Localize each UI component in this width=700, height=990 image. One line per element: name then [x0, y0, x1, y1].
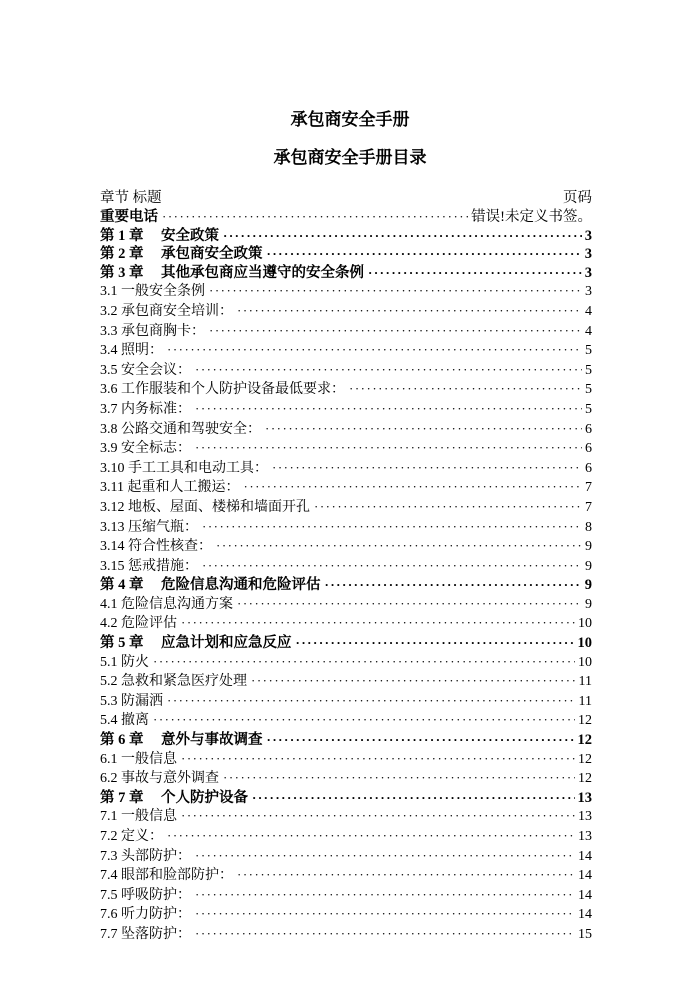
toc-entry-title: 7.2 定义： — [100, 829, 163, 844]
dot-leader — [296, 634, 575, 653]
dot-leader — [223, 227, 582, 246]
dot-leader — [195, 439, 582, 459]
toc-entry-title: 3.3 承包商胸卡： — [100, 323, 205, 339]
toc-entry-title: 5.2 急救和紧急医疗处理 — [100, 674, 247, 690]
toc-entry[interactable] — [100, 925, 592, 945]
toc-entry-page-number: 5 — [585, 401, 592, 417]
toc-entry[interactable] — [100, 672, 592, 692]
toc-entry[interactable] — [100, 245, 592, 264]
toc-entry-title: 其他承包商应当遵守的安全条例 — [161, 264, 364, 281]
toc-entry-page-number: 3 — [585, 284, 592, 300]
toc-entry-page-number: 6 — [585, 460, 592, 476]
toc-entry[interactable] — [100, 807, 592, 827]
toc-entry-page-number: 9 — [584, 577, 592, 594]
toc-entry[interactable] — [100, 498, 592, 518]
toc-entry-page-number: 5 — [585, 382, 592, 398]
toc-entry[interactable] — [100, 905, 592, 925]
toc-entry[interactable] — [100, 866, 592, 886]
toc-entry[interactable] — [100, 478, 592, 498]
toc-entry-page-number: 13 — [578, 829, 592, 844]
toc-entry-title: 7.6 听力防护： — [100, 907, 191, 923]
dot-leader — [216, 537, 582, 557]
dot-leader — [195, 361, 582, 381]
dot-leader — [237, 595, 582, 615]
toc-entry[interactable] — [100, 208, 592, 227]
toc-entry-page-number: 错误!未定义书签。 — [471, 209, 592, 225]
toc-entry-title: 3.2 承包商安全培训： — [100, 303, 233, 319]
toc-entry-page-number: 11 — [578, 693, 592, 709]
toc-entry[interactable] — [100, 634, 592, 653]
toc-entry-title: 3.10 手工工具和电动工具： — [100, 460, 268, 476]
toc-entry-title: 3.6 工作服装和个人防护设备最低要求： — [100, 382, 345, 398]
toc-entry[interactable] — [100, 576, 592, 595]
toc-entry-page-number: 3 — [584, 227, 592, 244]
toc-entry-title: 6.1 一般信息 — [100, 751, 177, 767]
dot-leader — [368, 264, 582, 283]
toc-entry-title: 重要电话 — [100, 209, 158, 225]
toc-entry-page-number: 14 — [578, 868, 592, 884]
toc-entry-page-number: 5 — [585, 362, 592, 378]
toc-entry-page-number: 6 — [585, 421, 592, 437]
toc-entry-title: 3.12 地板、屋面、楼梯和墙面开孔 — [100, 499, 310, 515]
dot-leader — [195, 400, 582, 420]
toc-entry-title: 应急计划和应急反应 — [161, 635, 292, 652]
dot-leader — [167, 692, 576, 712]
toc-header-page-label: 页码 — [563, 190, 592, 206]
toc-entry-chapter-number: 第 7 章 — [100, 789, 144, 806]
toc-entry-title: 6.2 事故与意外调查 — [100, 771, 219, 787]
toc-entry-title: 危险信息沟通和危险评估 — [161, 577, 321, 594]
toc-entry[interactable] — [100, 380, 592, 400]
toc-entry-title: 3.4 照明： — [100, 343, 163, 359]
dot-leader — [181, 614, 575, 634]
toc-header-chapter-title-label: 章节 标题 — [100, 190, 162, 206]
toc-entry-title: 3.15 惩戒措施： — [100, 558, 198, 574]
dot-leader — [167, 341, 582, 361]
toc-entry-page-number: 14 — [578, 887, 592, 903]
dot-leader — [237, 866, 575, 886]
toc-entry-title: 7.3 头部防护： — [100, 848, 191, 864]
toc-entry[interactable] — [100, 750, 592, 770]
toc-title: 承包商安全手册目录 — [273, 148, 427, 167]
document-title: 承包商安全手册 — [290, 110, 410, 129]
toc-entry[interactable] — [100, 400, 592, 420]
toc-entry[interactable] — [100, 692, 592, 712]
toc-entry[interactable] — [100, 264, 592, 283]
toc-entry[interactable] — [100, 847, 592, 867]
toc-entry-page-number: 15 — [578, 926, 592, 942]
toc-entry-chapter-number: 第 5 章 — [100, 635, 144, 652]
toc-entry[interactable] — [100, 518, 592, 538]
dot-leader — [267, 731, 575, 750]
toc-entry[interactable] — [100, 302, 592, 322]
dot-leader — [181, 750, 575, 770]
dot-leader — [209, 322, 582, 342]
toc-entry-title: 7.1 一般信息 — [100, 809, 177, 825]
dot-leader — [162, 208, 468, 227]
toc-entry[interactable] — [100, 731, 592, 750]
toc-header-row — [100, 189, 592, 208]
toc-entry-title: 4.2 危险评估 — [100, 616, 177, 632]
toc-entry-title: 承包商安全政策 — [161, 246, 263, 263]
toc-entry-title: 3.5 安全会议： — [100, 362, 191, 378]
dot-leader — [251, 672, 576, 692]
toc-entry[interactable] — [100, 459, 592, 479]
toc-entry-page-number: 12 — [577, 732, 592, 749]
toc-entry-page-number: 6 — [585, 441, 592, 457]
toc-entry-page-number: 12 — [578, 713, 592, 729]
dot-leader — [243, 478, 582, 498]
toc-entry[interactable] — [100, 595, 592, 615]
dot-leader — [209, 282, 582, 302]
dot-leader — [167, 827, 575, 847]
toc-entry-title: 3.11 起重和人工搬运： — [100, 480, 240, 496]
toc-entry-page-number: 10 — [577, 635, 592, 652]
toc-entry-title: 5.1 防火 — [100, 654, 149, 670]
dot-leader — [202, 557, 582, 577]
toc-entry-page-number: 10 — [578, 654, 592, 670]
dot-leader — [265, 420, 582, 440]
toc-entry[interactable] — [100, 282, 592, 302]
dot-leader — [223, 769, 575, 789]
toc-entry-page-number: 13 — [578, 809, 592, 825]
toc-entry[interactable] — [100, 322, 592, 342]
toc-entry-page-number: 10 — [578, 616, 592, 632]
toc-entry-title: 5.4 撤离 — [100, 713, 149, 729]
toc-entry-page-number: 13 — [577, 789, 592, 806]
dot-leader — [202, 518, 582, 538]
toc-entry[interactable] — [100, 227, 592, 246]
dot-leader — [195, 925, 575, 945]
toc-entry[interactable] — [100, 557, 592, 577]
toc-entries — [100, 208, 592, 945]
toc-entry-page-number: 7 — [585, 499, 592, 515]
table-of-contents — [100, 189, 592, 945]
toc-entry[interactable] — [100, 769, 592, 789]
dot-leader — [325, 576, 582, 595]
toc-entry[interactable] — [100, 789, 592, 808]
dot-leader — [195, 847, 575, 867]
toc-entry-page-number: 9 — [585, 539, 592, 555]
toc-entry[interactable] — [100, 341, 592, 361]
dot-leader — [153, 711, 575, 731]
toc-entry-page-number: 12 — [578, 751, 592, 767]
dot-leader — [195, 905, 575, 925]
toc-entry[interactable] — [100, 711, 592, 731]
toc-entry-page-number: 12 — [578, 771, 592, 787]
dot-leader — [349, 380, 582, 400]
toc-entry[interactable] — [100, 537, 592, 557]
toc-entry[interactable] — [100, 827, 592, 847]
toc-entry-title: 7.7 坠落防护： — [100, 926, 191, 942]
toc-entry-title: 3.9 安全标志： — [100, 441, 191, 457]
toc-entry-page-number: 14 — [578, 848, 592, 864]
toc-entry-page-number: 3 — [584, 246, 592, 263]
toc-entry-chapter-number: 第 3 章 — [100, 264, 144, 281]
toc-entry-title: 4.1 危险信息沟通方案 — [100, 596, 233, 612]
toc-entry-chapter-number: 第 4 章 — [100, 577, 144, 594]
toc-entry-title: 3.7 内务标准： — [100, 401, 191, 417]
dot-leader — [181, 807, 575, 827]
toc-entry-page-number: 4 — [585, 303, 592, 319]
toc-entry-title: 3.14 符合性核查： — [100, 539, 212, 555]
toc-entry-page-number: 8 — [585, 519, 592, 535]
dot-leader — [252, 789, 575, 808]
toc-entry-page-number: 9 — [585, 558, 592, 574]
toc-entry-page-number: 3 — [584, 264, 592, 281]
toc-entry-page-number: 7 — [585, 480, 592, 496]
toc-entry-page-number: 14 — [578, 907, 592, 923]
dot-leader — [237, 302, 582, 322]
toc-entry-page-number: 4 — [585, 323, 592, 339]
toc-entry-page-number: 11 — [578, 674, 592, 690]
toc-entry-chapter-number: 第 6 章 — [100, 732, 144, 749]
toc-entry-chapter-number: 第 1 章 — [100, 227, 144, 244]
toc-entry-title: 5.3 防漏洒 — [100, 693, 163, 709]
dot-leader — [153, 653, 575, 673]
toc-entry-title: 3.13 压缩气瓶： — [100, 519, 198, 535]
toc-entry-title: 7.4 眼部和脸部防护： — [100, 868, 233, 884]
toc-entry-title: 安全政策 — [161, 227, 219, 244]
dot-leader — [195, 886, 575, 906]
toc-entry-title: 个人防护设备 — [161, 789, 248, 806]
toc-entry[interactable] — [100, 361, 592, 381]
dot-leader — [267, 245, 582, 264]
toc-entry-title: 3.1 一般安全条例 — [100, 284, 205, 300]
toc-entry-title: 意外与事故调查 — [161, 732, 263, 749]
toc-entry-page-number: 9 — [585, 596, 592, 612]
toc-entry[interactable] — [100, 420, 592, 440]
toc-entry[interactable] — [100, 653, 592, 673]
toc-entry[interactable] — [100, 439, 592, 459]
dot-leader — [314, 498, 582, 518]
toc-entry-title: 7.5 呼吸防护： — [100, 887, 191, 903]
toc-entry-chapter-number: 第 2 章 — [100, 246, 144, 263]
toc-entry[interactable] — [100, 886, 592, 906]
dot-leader — [272, 459, 582, 479]
toc-entry[interactable] — [100, 614, 592, 634]
toc-entry-page-number: 5 — [585, 343, 592, 359]
toc-entry-title: 3.8 公路交通和驾驶安全： — [100, 421, 261, 437]
